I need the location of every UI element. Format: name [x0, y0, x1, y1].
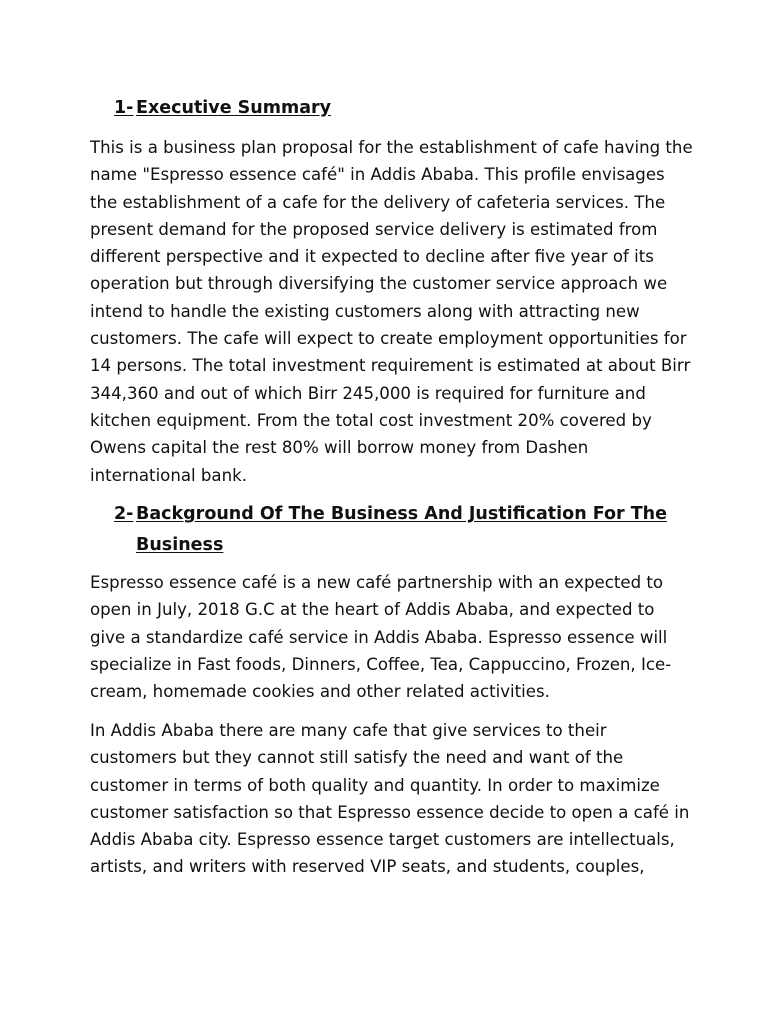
paragraph-line: cream, homemade cookies and other related activities. — [90, 682, 550, 702]
paragraph-line: customer satisfaction so that Espresso essence decide to open a café in — [90, 802, 690, 822]
paragraph-line: In Addis Ababa there are many cafe that give services to their — [90, 721, 607, 740]
paragraph-line: kitchen equipment. From the total cost investment 20% covered by — [90, 410, 652, 430]
section-number: 1- — [114, 98, 134, 118]
paragraph-line: operation but through diversifying the customer service approach we — [90, 274, 668, 294]
section-heading-executive-summary — [114, 93, 674, 124]
section-title — [136, 499, 666, 561]
paragraph-line: international bank. — [90, 465, 248, 485]
paragraph-line: Addis Ababa city. Espresso essence target customers are intellectuals, — [90, 830, 675, 850]
paragraph-line: customers. The cafe will expect to create employment opportunities for — [90, 329, 687, 349]
paragraph-line: intend to handle the existing customers along with attracting new — [90, 301, 640, 321]
paragraph-line: artists, and writers with reserved VIP seats, and students, couples, — [90, 857, 645, 877]
paragraph-line: name "Espresso essence café" in Addis Ababa. This profile envisages — [90, 165, 665, 185]
paragraph-line: open in July, 2018 G.C at the heart of Addis Ababa, and expected to — [90, 600, 655, 620]
paragraph-line: give a standardize café service in Addis Ababa. Espresso essence will — [90, 627, 668, 647]
background-paragraph-1 — [90, 569, 682, 705]
background-paragraph-2 — [90, 717, 690, 881]
section-title-line: Business — [136, 535, 224, 555]
paragraph-line: 344,360 and out of which Birr 245,000 is required for furniture and — [90, 383, 646, 403]
paragraph-line: This is a business plan proposal for the establishment of cafe having the — [90, 138, 693, 157]
paragraph-line: customers but they cannot still satisfy the need and want of the — [90, 748, 624, 768]
section-heading-background — [114, 499, 674, 561]
paragraph-line: customer in terms of both quality and quantity. In order to maximize — [90, 775, 660, 795]
paragraph-line: 14 persons. The total investment requirement is estimated at about Birr — [90, 356, 691, 376]
section-title: Executive Summary — [136, 98, 332, 118]
paragraph-line: specialize in Fast foods, Dinners, Coffee, Tea, Cappuccino, Frozen, Ice- — [90, 654, 672, 674]
paragraph-line: Owens capital the rest 80% will borrow money from Dashen — [90, 438, 589, 458]
section-title-line: Background Of The Business And Justification For The — [136, 504, 667, 524]
paragraph-line: different perspective and it expected to decline after five year of its — [90, 247, 654, 267]
paragraph-line: the establishment of a cafe for the delivery of cafeteria services. The — [90, 192, 666, 212]
executive-summary-paragraph — [90, 134, 693, 489]
section-number: 2- — [114, 504, 134, 524]
paragraph-line: present demand for the proposed service delivery is estimated from — [90, 219, 658, 239]
paragraph-line: Espresso essence café is a new café partnership with an expected to — [90, 573, 664, 592]
